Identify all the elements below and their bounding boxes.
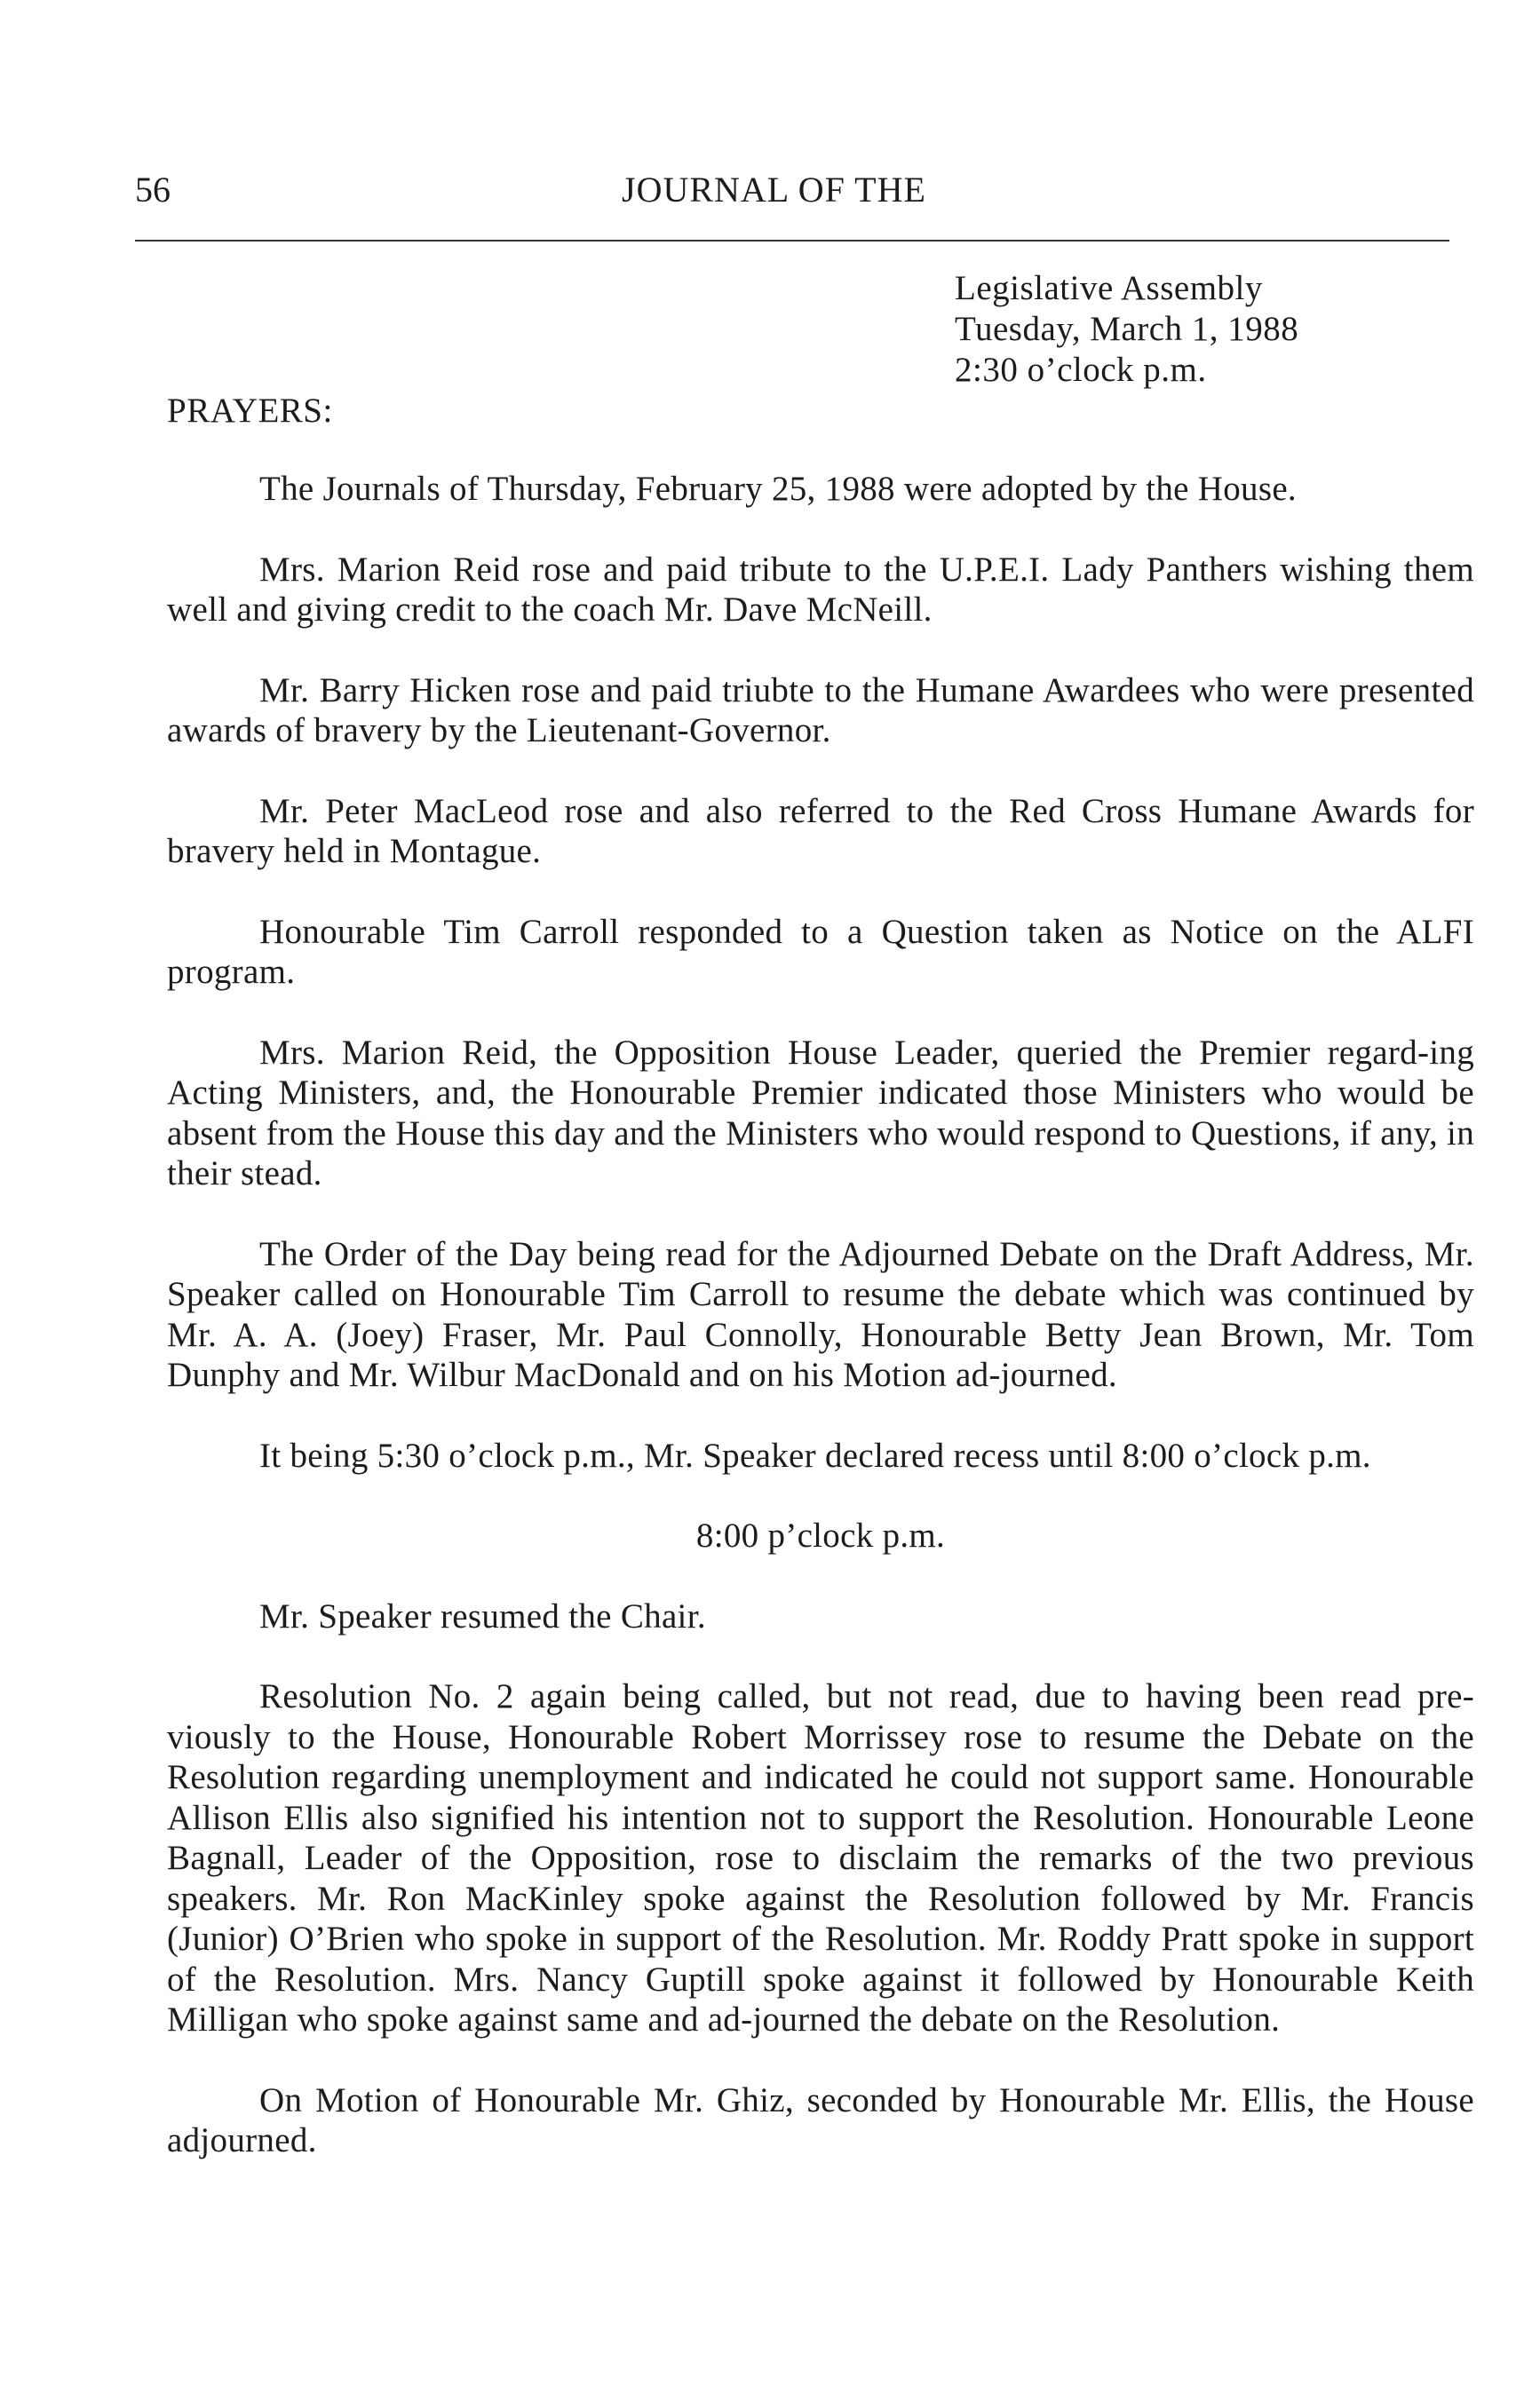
running-head	[135, 169, 1449, 222]
paragraph-alfi-question: Honourable Tim Carroll responded to a Question taken as Notice on the ALFI program.	[167, 912, 1474, 991]
paragraph-tribute-humane-awardees: Mr. Barry Hicken rose and paid triubte to the Humane Awardees who were presented awards of bravery by the Lieutenant-Governor.	[167, 670, 1474, 749]
paragraph-speaker-resumed: Mr. Speaker resumed the Chair.	[259, 1596, 706, 1636]
header-rule	[135, 240, 1449, 242]
paragraph-evening-time: 8:00 p’clock p.m.	[695, 1517, 946, 1555]
paragraph-house-adjourned: On Motion of Honourable Mr. Ghiz, seconded by Honourable Mr. Ellis, the House adjourned.	[167, 2080, 1474, 2159]
paragraph-resolution-debate: Resolution No. 2 again being called, but not read, due to having been read pre-viously to the House, Honourable Robert Morrissey rose to resume the Debate on the Resolution regarding unemployment and indicated he could not support same. Honourable Allison Ellis also signified his intention not to support the Resolution. Honourable Leone Bagnall, Leader of the Opposition, rose to disclaim the remarks of the two previous speakers. Mr. Ron MacKinley spoke against the Resolution followed by Mr. Francis (Junior) O’Brien who spoke in support of the Resolution. Mr. Roddy Pratt spoke in support of the Resolution. Mrs. Nancy Guptill spoke against it followed by Honourable Keith Milligan who spoke against same and ad-journed the debate on the Resolution.	[167, 1677, 1474, 2039]
prayers-heading: PRAYERS:	[167, 392, 333, 430]
dateline-date: Tuesday, March 1, 1988	[955, 310, 1299, 348]
dateline-time: 2:30 o’clock p.m.	[955, 351, 1207, 389]
paragraph-red-cross-awards: Mr. Peter MacLeod rose and also referred to the Red Cross Humane Awards for bravery held in Montague.	[167, 791, 1474, 870]
running-title: JOURNAL OF THE	[622, 170, 926, 210]
journal-body	[167, 469, 1474, 2201]
paragraph-tribute-lady-panthers: Mrs. Marion Reid rose and paid tribute to the U.P.E.I. Lady Panthers wishing them well and giving credit to the coach Mr. Dave McNeill.	[167, 550, 1474, 629]
paragraph-journals-adopted: The Journals of Thursday, February 25, 1988 were adopted by the House.	[259, 470, 1297, 508]
page-number: 56	[135, 170, 171, 210]
dateline-assembly: Legislative Assembly	[955, 269, 1263, 307]
paragraph-draft-address-debate: The Order of the Day being read for the Adjourned Debate on the Draft Address, Mr. Speaker called on Honourable Tim Carroll to resume the debate which was continued by Mr. A. A. (Joey) Fraser, Mr. Paul Connolly, Honourable Betty Jean Brown, Mr. Tom Dunphy and Mr. Wilbur MacDonald and on his Motion ad-journed.	[167, 1234, 1474, 1394]
paragraph-acting-ministers: Mrs. Marion Reid, the Opposition House Leader, queried the Premier regard-ing Acting Ministers, and, the Honourable Premier indicated those Ministers who would be absent from the House this day and the Ministers who would respond to Questions, if any, in their stead.	[167, 1033, 1474, 1192]
paragraph-recess: It being 5:30 o’clock p.m., Mr. Speaker declared recess until 8:00 o’clock p.m.	[259, 1436, 1371, 1475]
dateline	[955, 268, 1298, 391]
